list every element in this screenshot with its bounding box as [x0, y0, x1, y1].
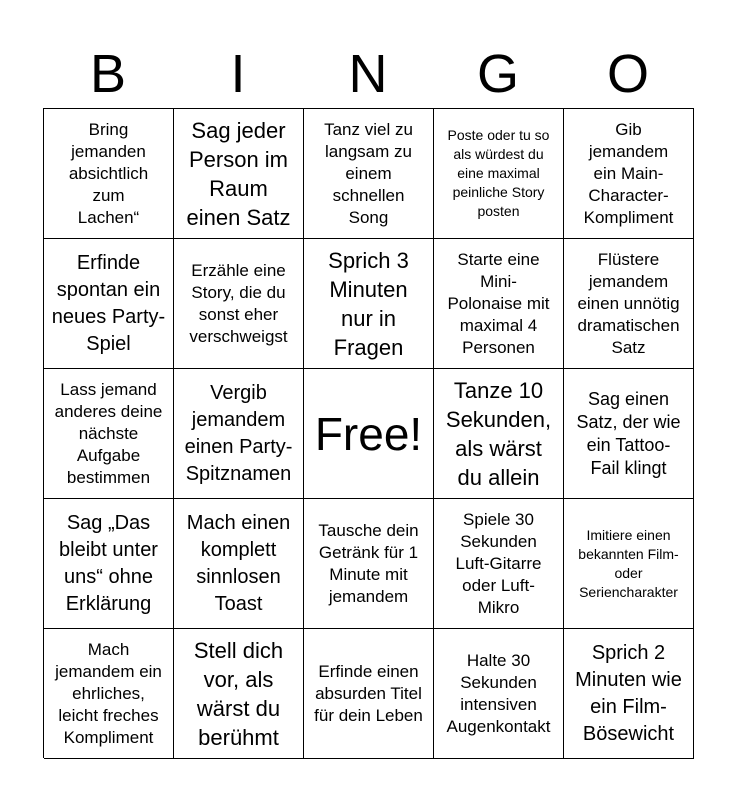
- cell-text: Imitiere einen bekannten Film- oder Seriencharakter: [578, 526, 679, 600]
- cell-text: Gib jemandem ein Main-Character-Kompliment: [583, 119, 674, 227]
- bingo-cell-r1-c3: [304, 109, 434, 239]
- header-letter-b: B: [89, 44, 127, 104]
- bingo-cell-r1-c1: [44, 109, 174, 239]
- cell-text: Stell dich vor, als wärst du berühmt: [193, 637, 284, 750]
- header-letter-n: N: [348, 44, 388, 104]
- bingo-cell-r3-c2: [174, 369, 304, 499]
- bingo-cell-r5-c3: [304, 629, 434, 759]
- bingo-cell-r5-c2: [174, 629, 304, 759]
- bingo-cell-r5-c1: [44, 629, 174, 759]
- cell-text: Flüstere jemandem einen unnötig dramatischen Satz: [577, 249, 680, 357]
- cell-text: Vergib jemandem einen Party-Spitznamen: [184, 381, 293, 485]
- cell-text: Starte eine Mini-Polonaise mit maximal 4 Personen: [447, 249, 550, 357]
- cell-text: Tausche dein Getränk für 1 Minute mit jemandem: [318, 520, 419, 606]
- bingo-cell-r4-c3: [304, 499, 434, 629]
- bingo-cell-free: [304, 369, 434, 499]
- bingo-cell-r1-c5: [564, 109, 694, 239]
- bingo-cell-r4-c5: [564, 499, 694, 629]
- bingo-grid: [43, 108, 694, 758]
- bingo-cell-r1-c2: [174, 109, 304, 239]
- bingo-header: [43, 40, 693, 108]
- cell-text: Halte 30 Sekunden intensiven Augenkontakt: [446, 650, 551, 736]
- cell-text: Tanze 10 Sekunden, als wärst du allein: [445, 377, 552, 490]
- cell-text: Bring jemanden absichtlich zum Lachen“: [68, 119, 149, 227]
- cell-text: Mach einen komplett sinnlosen Toast: [186, 511, 291, 615]
- cell-text: Sag „Das bleibt unter uns“ ohne Erklärung: [59, 511, 158, 615]
- cell-text: Erfinde spontan ein neues Party-Spiel: [51, 251, 166, 355]
- cell-text: Tanz viel zu langsam zu einem schnellen Song: [324, 119, 413, 227]
- bingo-cell-r5-c4: [434, 629, 564, 759]
- cell-text: Sag jeder Person im Raum einen Satz: [186, 117, 291, 230]
- bingo-cell-r1-c4: [434, 109, 564, 239]
- header-letter-g: G: [476, 44, 519, 104]
- cell-text: Mach jemandem ein ehrliches, leicht freches Kompliment: [55, 639, 162, 747]
- free-space-text: Free!: [314, 407, 423, 460]
- bingo-cell-r4-c1: [44, 499, 174, 629]
- cell-text: Erzähle eine Story, die du sonst eher verschweigst: [189, 260, 288, 346]
- bingo-cell-r5-c5: [564, 629, 694, 759]
- cell-text: Sprich 2 Minuten wie ein Film-Bösewicht: [575, 641, 682, 745]
- header-letter-o: O: [606, 44, 649, 104]
- bingo-cell-r3-c4: [434, 369, 564, 499]
- cell-text: Erfinde einen absurden Titel für dein Leben: [314, 661, 423, 725]
- cell-text: Sprich 3 Minuten nur in Fragen: [328, 247, 409, 360]
- bingo-cell-r4-c4: [434, 499, 564, 629]
- bingo-cell-r2-c2: [174, 239, 304, 369]
- bingo-cell-r2-c1: [44, 239, 174, 369]
- header-letter-i: I: [230, 44, 246, 104]
- bingo-cell-r3-c1: [44, 369, 174, 499]
- cell-text: Spiele 30 Sekunden Luft-Gitarre oder Luft-Mikro: [455, 509, 542, 617]
- bingo-cell-r3-c5: [564, 369, 694, 499]
- cell-text: Lass jemand anderes deine nächste Aufgabe bestimmen: [54, 379, 163, 487]
- bingo-cell-r2-c3: [304, 239, 434, 369]
- bingo-cell-r4-c2: [174, 499, 304, 629]
- cell-text: Sag einen Satz, der wie ein Tattoo-Fail klingt: [576, 388, 681, 478]
- cell-text: Poste oder tu so als würdest du eine maximal peinliche Story posten: [447, 127, 550, 219]
- bingo-cell-r2-c5: [564, 239, 694, 369]
- bingo-cell-r2-c4: [434, 239, 564, 369]
